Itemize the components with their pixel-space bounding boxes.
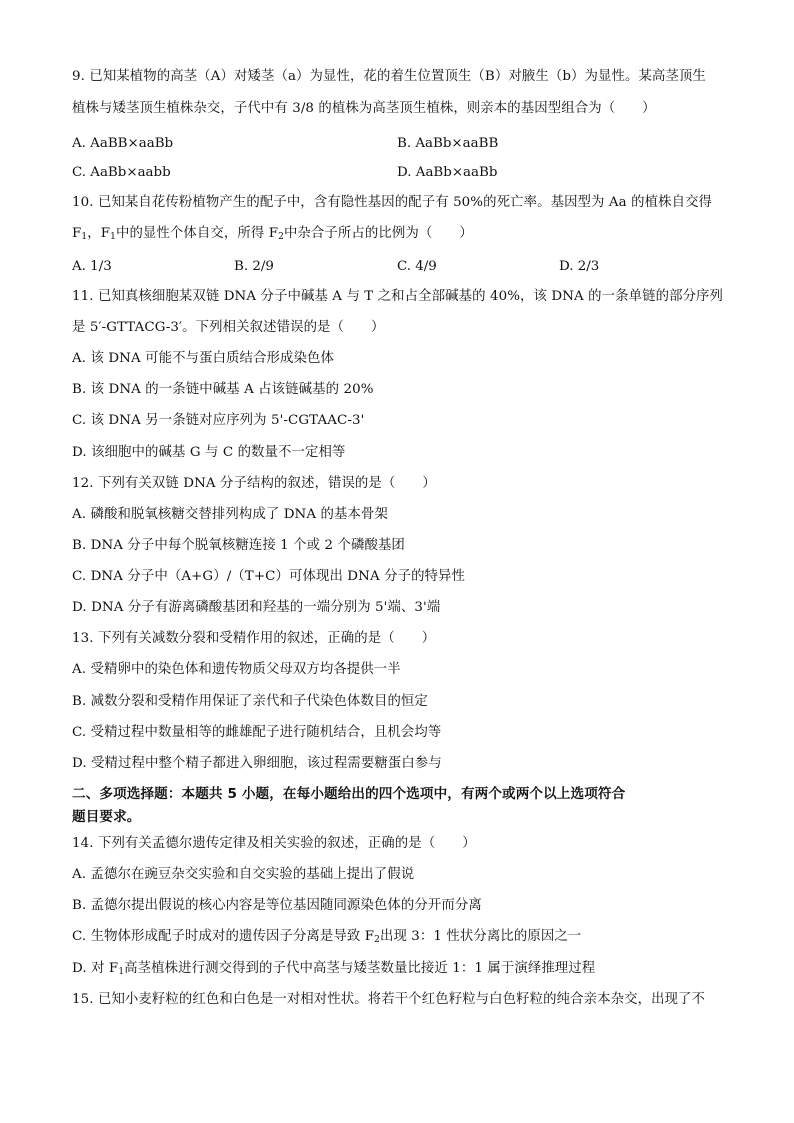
q10-text-part: 中的显性个体自交，所得 F [115,226,279,241]
q10-subscript: 2 [278,232,284,242]
q14-option-d-text: D. 对 F [72,961,119,976]
q15-stem-line1: 15. 已知小麦籽粒的红色和白色是一对相对性状。将若干个红色籽粒与白色籽粒的纯合亲本杂交，出现了不 [72,992,706,1007]
q12-option-d: D. DNA 分子有游离磷酸基团和羟基的一端分别为 5'端、3'端 [72,600,441,615]
q9-option-b: B. AaBb×aaBB [397,136,499,151]
q11-option-a: A. 该 DNA 可能不与蛋白质结合形成染色体 [72,351,334,366]
q14-subscript: 2 [374,935,380,945]
q13-option-d: D. 受精过程中整个精子都进入卵细胞，该过程需要糖蛋白参与 [72,756,442,771]
q13-option-a: A. 受精卵中的染色体和遗传物质父母双方均各提供一半 [72,662,401,677]
q13-stem: 13. 下列有关减数分裂和受精作用的叙述，正确的是（ ） [72,631,436,646]
q12-stem: 12. 下列有关双链 DNA 分子结构的叙述，错误的是（ ） [72,476,436,491]
q9-option-c: C. AaBb×aabb [72,165,171,180]
q14-stem: 14. 下列有关孟德尔遗传定律及相关实验的叙述，正确的是（ ） [72,836,476,851]
q14-option-c [72,928,581,946]
q12-option-a: A. 磷酸和脱氧核糖交替排列构成了 DNA 的基本骨架 [72,507,388,522]
q11-option-b: B. 该 DNA 的一条链中碱基 A 占该链碱基的 20% [72,382,374,397]
q14-option-c-text: C. 生物体形成配子时成对的遗传因子分离是导致 F [72,929,375,944]
q11-option-d: D. 该细胞中的碱基 G 与 C 的数量不一定相等 [72,445,346,460]
q10-subscript: 1 [81,232,88,242]
q12-option-b: B. DNA 分子中每个脱氧核糖连接 1 个或 2 个磷酸基团 [72,538,405,553]
q9-option-a: A. AaBB×aaBb [72,136,174,151]
q14-option-a: A. 孟德尔在豌豆杂交实验和自交实验的基础上提出了假说 [72,867,415,882]
q9-stem-line1: 9. 已知某植物的高茎（A）对矮茎（a）为显性，花的着生位置顶生（B）对腋生（b）为显性。某高茎顶生 [72,69,706,84]
q11-option-c: C. 该 DNA 另一条链对应序列为 5'-CGTAAC-3' [72,413,365,428]
section2-heading-line2: 题目要求。 [72,809,141,825]
q10-option-c: C. 4/9 [397,259,437,274]
q9-stem-line2: 植株与矮茎顶生植株杂交，子代中有 3/8 的植株为高茎顶生植株，则亲本的基因型组合为（ ） [72,101,656,116]
q13-option-b: B. 减数分裂和受精作用保证了亲代和子代染色体数目的恒定 [72,694,428,709]
q14-subscript: 1 [118,967,125,977]
q10-option-b: B. 2/9 [234,259,274,274]
q10-option-a: A. 1/3 [72,259,112,274]
q10-text-part: ，F [87,226,111,241]
q13-option-c: C. 受精过程中数量相等的雌雄配子进行随机结合，且机会均等 [72,725,442,740]
section2-heading-line1: 二、多项选择题：本题共 5 小题，在每小题给出的四个选项中，有两个或两个以上选项符合 [72,786,626,802]
q10-option-d: D. 2/3 [559,259,600,274]
q14-option-b: B. 孟德尔提出假说的核心内容是等位基因随同源染色体的分开而分离 [72,898,482,913]
q10-stem-line1: 10. 已知某自花传粉植物产生的配子中，含有隐性基因的配子有 50%的死亡率。基因型为 Aa 的植株自交得 [72,195,713,210]
q10-subscript: 1 [110,232,116,242]
q10-text-part: F [72,226,82,241]
q12-option-c: C. DNA 分子中（A+G）/（T+C）可体现出 DNA 分子的特异性 [72,569,466,584]
q10-text-part: 中杂合子所占的比例为（ ） [283,226,473,241]
q14-option-d-text: 高茎植株进行测交得到的子代中高茎与矮茎数量比接近 1：1 属于演绎推理过程 [124,961,596,976]
q14-option-c-text: 出现 3：1 性状分离比的原因之一 [379,929,582,944]
q11-stem-line2: 是 5′-GTTACG-3′。下列相关叙述错误的是（ ） [72,320,385,335]
q9-option-d: D. AaBb×aaBb [397,165,498,180]
q11-stem-line1: 11. 已知真核细胞某双链 DNA 分子中碱基 A 与 T 之和占全部碱基的 40%，该 DNA 的一条单链的部分序列 [72,289,724,304]
q10-stem-line2 [72,225,473,243]
q14-option-d [72,960,595,978]
